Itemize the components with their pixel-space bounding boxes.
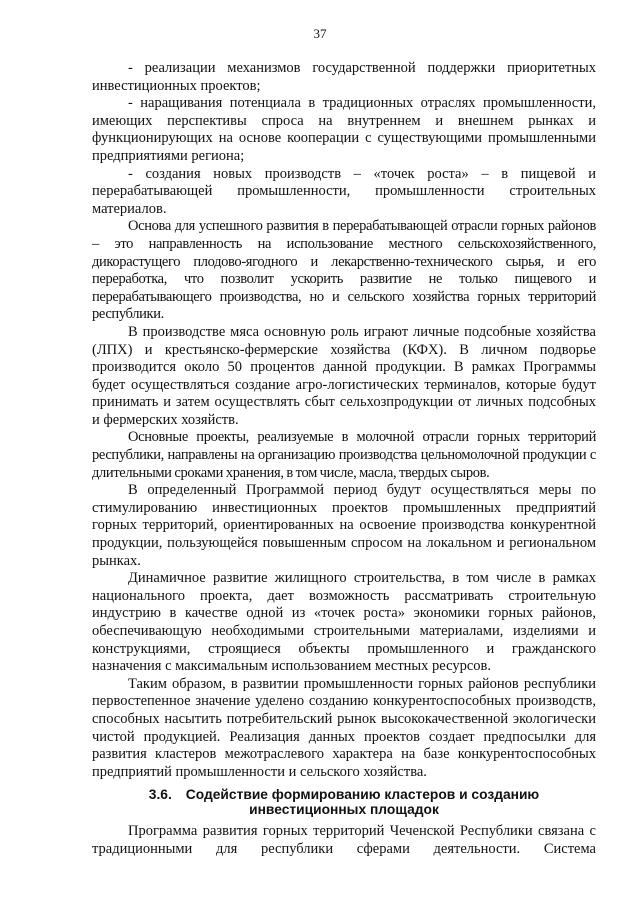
- paragraph-support-mechanisms: - реализации механизмов государственной поддержки приоритетных инвестиционных проектов;: [92, 60, 596, 94]
- paragraph-investment-stimulation: В определенный Программой период будут осуществляться меры по стимулированию инвестиционных проектов промышленных предприятий горных территорий, ориентированных на освоение производства конкурентной продукции, пользующейся повышенным спросом на локальном и региональном рынках.: [92, 482, 596, 569]
- paragraph-traditional-industries: - наращивания потенциала в традиционных отраслях промышленности, имеющих перспективы спроса на внутреннем и внешнем рынках и функционирующих на основе кооперации с существующими промышленными предприятиями региона;: [92, 95, 596, 164]
- section-title-line2: инвестиционных площадок: [249, 802, 439, 818]
- paragraph-dairy-projects: Основные проекты, реализуемые в молочной отрасли горных территорий республики, направлены на организацию производства цельномолочной продукции с длительными сроками хранения, в том числе, масла, твердых сыров.: [92, 429, 596, 481]
- paragraph-housing-construction: Динамичное развитие жилищного строительства, в том числе в рамках национального проекта, дает возможность рассматривать строительную индустрию в качестве одной из «точек роста» экономики горных районов, обеспечивающую необходимыми строительными материалами, изделиями и конструкциями, строящиеся объекты промышленного и гражданского назначения с максимальным использованием местных ресурсов.: [92, 570, 596, 675]
- paragraph-growth-points: - создания новых производств – «точек роста» – в пищевой и перерабатывающей промышленности, промышленности строительных материалов.: [92, 165, 596, 217]
- section-number: 3.6.: [148, 787, 172, 803]
- paragraph-meat-production: В производстве мяса основную роль играют личные подсобные хозяйства (ЛПХ) и крестьянско-фермерские хозяйства (КФХ). В личном подворье производится около 50 процентов данной продукции. В рамках Программы будет осуществляться создание агро-логистических терминалов, которые будут принимать и затем осуществлять сбыт сельхозпродукции от личных подсобных и фермерских хозяйств.: [92, 323, 596, 428]
- section-heading-line1: [92, 787, 596, 802]
- paragraph-conclusion: Таким образом, в развитии промышленности горных районов республики первостепенное значение уделено созданию конкурентоспособных производств, способных насытить потребительский рынок высококачественной экологически чистой продукцией. Реализация данных проектов создает предпосылки для развития кластеров межотраслевого характера на базе конкурентоспособных предприятий промышленности и сельского хозяйства.: [92, 675, 596, 780]
- paragraph-program-intro: Программа развития горных территорий Чеченской Республики связана с традиционными для республики сферами деятельности. Система: [92, 823, 596, 857]
- paragraph-processing-industry: Основа для успешного развития в перерабатывающей отрасли горных районов – это направленность на использование местного сельскохозяйственного, дикорастущего плодово-ягодного и лекарственно-технического сырья, и его переработка, что позволит ускорить развитие не только пищевого и перерабатывающего производства, но и сельского хозяйства горных территорий республики.: [92, 218, 596, 323]
- section-heading: [92, 787, 596, 817]
- section-title-line1: Содействие формированию кластеров и созданию: [185, 787, 540, 803]
- page-content: [92, 60, 596, 859]
- page-number: 37: [313, 26, 327, 41]
